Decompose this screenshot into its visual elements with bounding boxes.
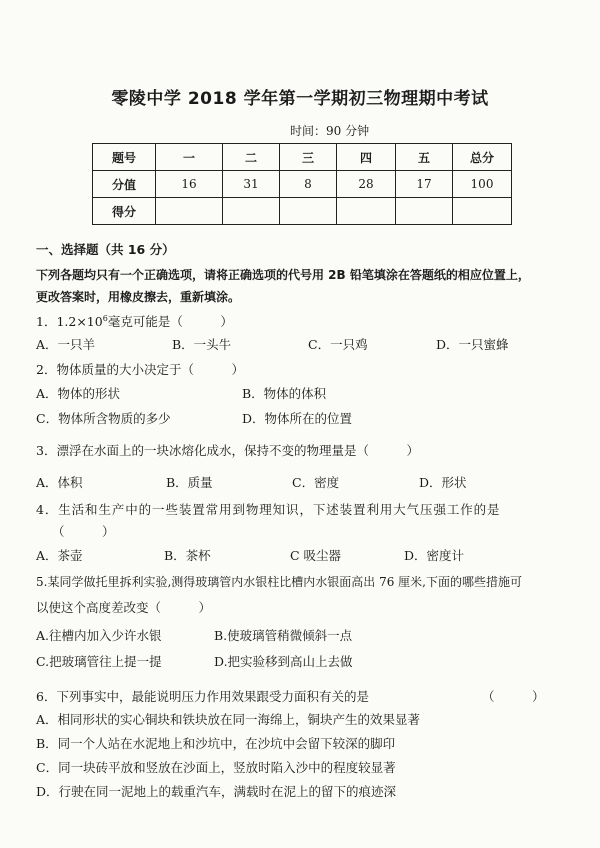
- row-label-question-number: 题号: [93, 144, 156, 171]
- q4-option-c[interactable]: C 吸尘器: [290, 548, 342, 563]
- question-3-stem: 3．漂浮在水面上的一块冰熔化成水，保持不变的物理量是（ ）: [36, 443, 419, 458]
- question-1-stem-part: 1．1.2×10: [36, 314, 103, 329]
- section-points: 16: [156, 171, 223, 198]
- section1-instructions-2: 更改答案时，用橡皮擦去，重新填涂。: [36, 290, 241, 304]
- q4-option-d[interactable]: D．密度计: [404, 548, 465, 563]
- score-table-earned-row: [93, 198, 512, 225]
- score-table-header-row: [93, 144, 512, 171]
- earned-cell[interactable]: [337, 198, 396, 225]
- section-points: 28: [337, 171, 396, 198]
- q5-option-d[interactable]: D.把实验移到高山上去做: [214, 654, 353, 669]
- row-label-earned: 得分: [93, 198, 156, 225]
- section-header: 三: [280, 144, 337, 171]
- q6-option-a[interactable]: A．相同形状的实心铜块和铁块放在同一海绵上，铜块产生的效果显著: [36, 712, 421, 727]
- question-2-stem: 2．物体质量的大小决定于（ ）: [36, 362, 244, 377]
- q5-option-c[interactable]: C.把玻璃管往上提一提: [36, 654, 162, 669]
- question-4-answer-paren[interactable]: （ ）: [52, 524, 115, 539]
- q1-option-a[interactable]: A．一只羊: [36, 337, 96, 352]
- section-header-total: 总分: [453, 144, 512, 171]
- q2-option-d[interactable]: D．物体所在的位置: [242, 411, 353, 426]
- total-points: 100: [453, 171, 512, 198]
- section1-heading: 一、选择题（共 16 分）: [36, 242, 175, 257]
- question-4-stem: 4．生活和生产中的一些装置常用到物理知识，下述装置利用大气压强工作的是: [36, 502, 501, 517]
- q6-option-c[interactable]: C．同一块砖平放和竖放在沙面上，竖放时陷入沙中的程度较显著: [36, 760, 396, 775]
- earned-cell[interactable]: [223, 198, 280, 225]
- q3-option-d[interactable]: D．形状: [419, 475, 467, 490]
- question-6-answer-paren[interactable]: （ ）: [482, 689, 545, 704]
- q6-option-d[interactable]: D．行驶在同一泥地上的载重汽车，满载时在泥上的留下的痕迹深: [36, 784, 397, 799]
- row-label-points: 分值: [93, 171, 156, 198]
- exam-duration: 时间：90 分钟: [290, 124, 370, 138]
- section-header: 四: [337, 144, 396, 171]
- q4-option-b[interactable]: B．茶杯: [164, 548, 211, 563]
- q2-option-b[interactable]: B．物体的体积: [242, 386, 327, 401]
- question-6-stem: 6．下列事实中，最能说明压力作用效果跟受力面积有关的是: [36, 689, 369, 704]
- question-1-exponent: 6: [102, 313, 108, 323]
- question-5-stem-line1: 5.某同学做托里拆利实验,测得玻璃管内水银柱比槽内水银面高出 76 厘米,下面的哪些措施可: [36, 575, 522, 589]
- q2-option-c[interactable]: C．物体所含物质的多少: [36, 411, 171, 426]
- section1-instructions-1: 下列各题均只有一个正确选项，请将正确选项的代号用 2B 铅笔填涂在答题纸的相应位置上，: [36, 268, 530, 282]
- question-5-stem-line2: 以使这个高度差改变（ ）: [36, 600, 212, 615]
- q3-option-b[interactable]: B．质量: [166, 475, 213, 490]
- q1-option-c[interactable]: C．一只鸡: [308, 337, 368, 352]
- earned-cell-total[interactable]: [453, 198, 512, 225]
- exam-title: 零陵中学 2018 学年第一学期初三物理期中考试: [111, 89, 489, 109]
- section-header: 五: [396, 144, 453, 171]
- q3-option-a[interactable]: A．体积: [36, 475, 83, 490]
- q3-option-c[interactable]: C．密度: [292, 475, 340, 490]
- q6-option-b[interactable]: B．同一个人站在水泥地上和沙坑中，在沙坑中会留下较深的脚印: [36, 736, 396, 751]
- section-points: 31: [223, 171, 280, 198]
- score-table-points-row: [93, 171, 512, 198]
- q1-option-b[interactable]: B．一头牛: [172, 337, 232, 352]
- section-points: 8: [280, 171, 337, 198]
- question-1-stem-part: 毫克可能是（ ）: [107, 314, 233, 329]
- q5-option-a[interactable]: A.往槽内加入少许水银: [36, 628, 162, 643]
- earned-cell[interactable]: [156, 198, 223, 225]
- q1-option-d[interactable]: D．一只蜜蜂: [436, 337, 509, 352]
- question-1-stem: [36, 312, 233, 330]
- q2-option-a[interactable]: A．物体的形状: [36, 386, 121, 401]
- section-points: 17: [396, 171, 453, 198]
- q5-option-b[interactable]: B.使玻璃管稍微倾斜一点: [214, 628, 353, 643]
- section-header: 一: [156, 144, 223, 171]
- score-table: [92, 143, 512, 225]
- earned-cell[interactable]: [396, 198, 453, 225]
- q4-option-a[interactable]: A．茶壶: [36, 548, 83, 563]
- section-header: 二: [223, 144, 280, 171]
- earned-cell[interactable]: [280, 198, 337, 225]
